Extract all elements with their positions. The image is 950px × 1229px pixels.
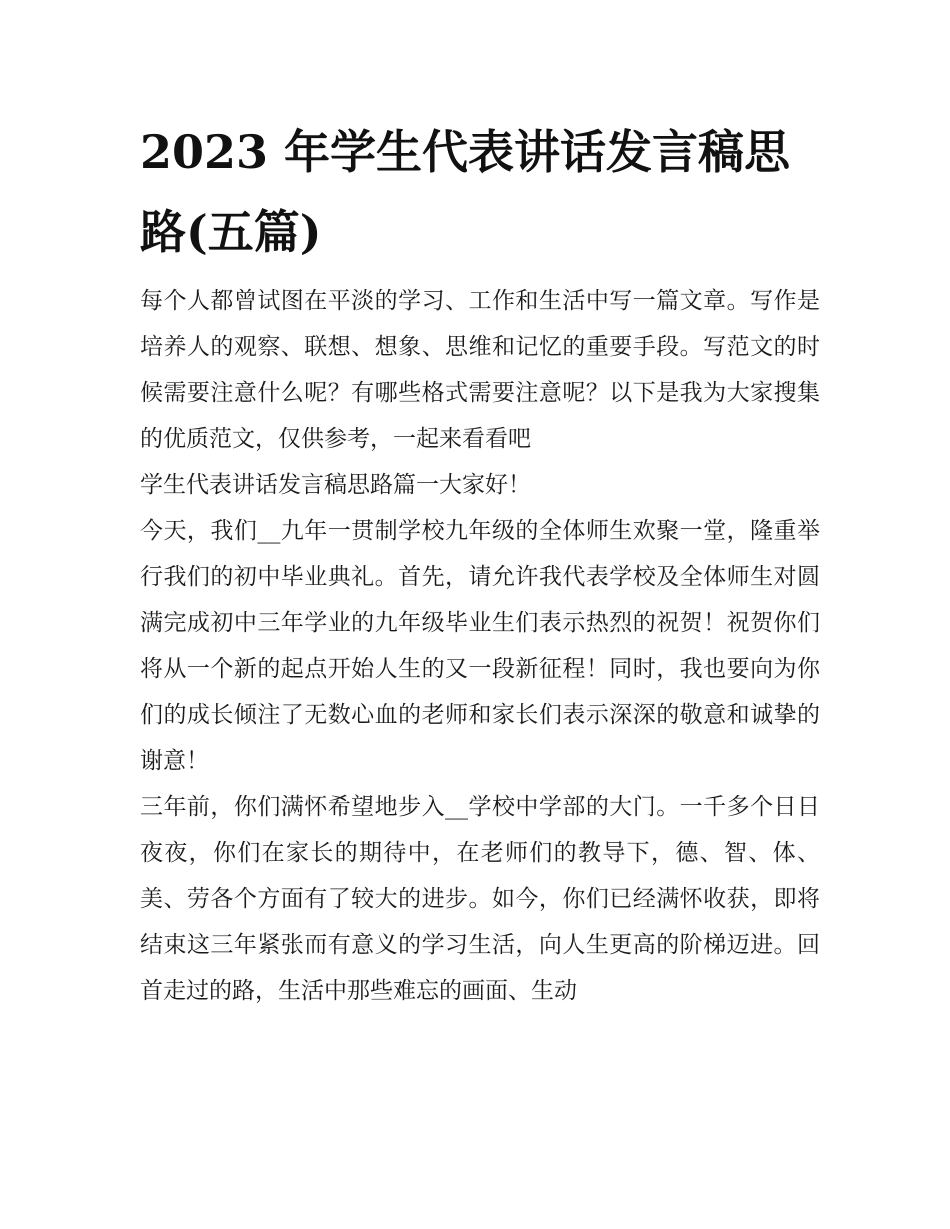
section-heading-paragraph: 学生代表讲话发言稿思路篇一大家好！ — [140, 472, 531, 498]
body-paragraph: 今天，我们__九年一贯制学校九年级的全体师生欢聚一堂，隆重举行我们的初中毕业典礼。首先，请允许我代表学校及全体师生对圆满完成初中三年学业的九年级毕业生们表示热烈的祝贺！祝贺你们将从一个新的起点开始人生的又一段新征程！同时，我也要向为你们的成长倾注了无数心血的老师和家长们表示深深的敬意和诚挚的谢意！ — [140, 518, 820, 774]
document-body — [140, 278, 820, 1014]
document-title: 2023 年学生代表讲话发言稿思路(五篇) — [140, 125, 791, 259]
body-paragraph: 三年前，你们满怀希望地步入__学校中学部的大门。一千多个日日夜夜，你们在家长的期待中，在老师们的教导下，德、智、体、美、劳各个方面有了较大的进步。如今，你们已经满怀收获，即将结束这三年紧张而有意义的学习生活，向人生更高的阶梯迈进。回首走过的路，生活中那些难忘的画面、生动 — [140, 794, 820, 1004]
intro-paragraph: 每个人都曾试图在平淡的学习、工作和生活中写一篇文章。写作是培养人的观察、联想、想象、思维和记忆的重要手段。写范文的时候需要注意什么呢？有哪些格式需要注意呢？以下是我为大家搜集的优质范文，仅供参考，一起来看看吧 — [140, 288, 820, 452]
